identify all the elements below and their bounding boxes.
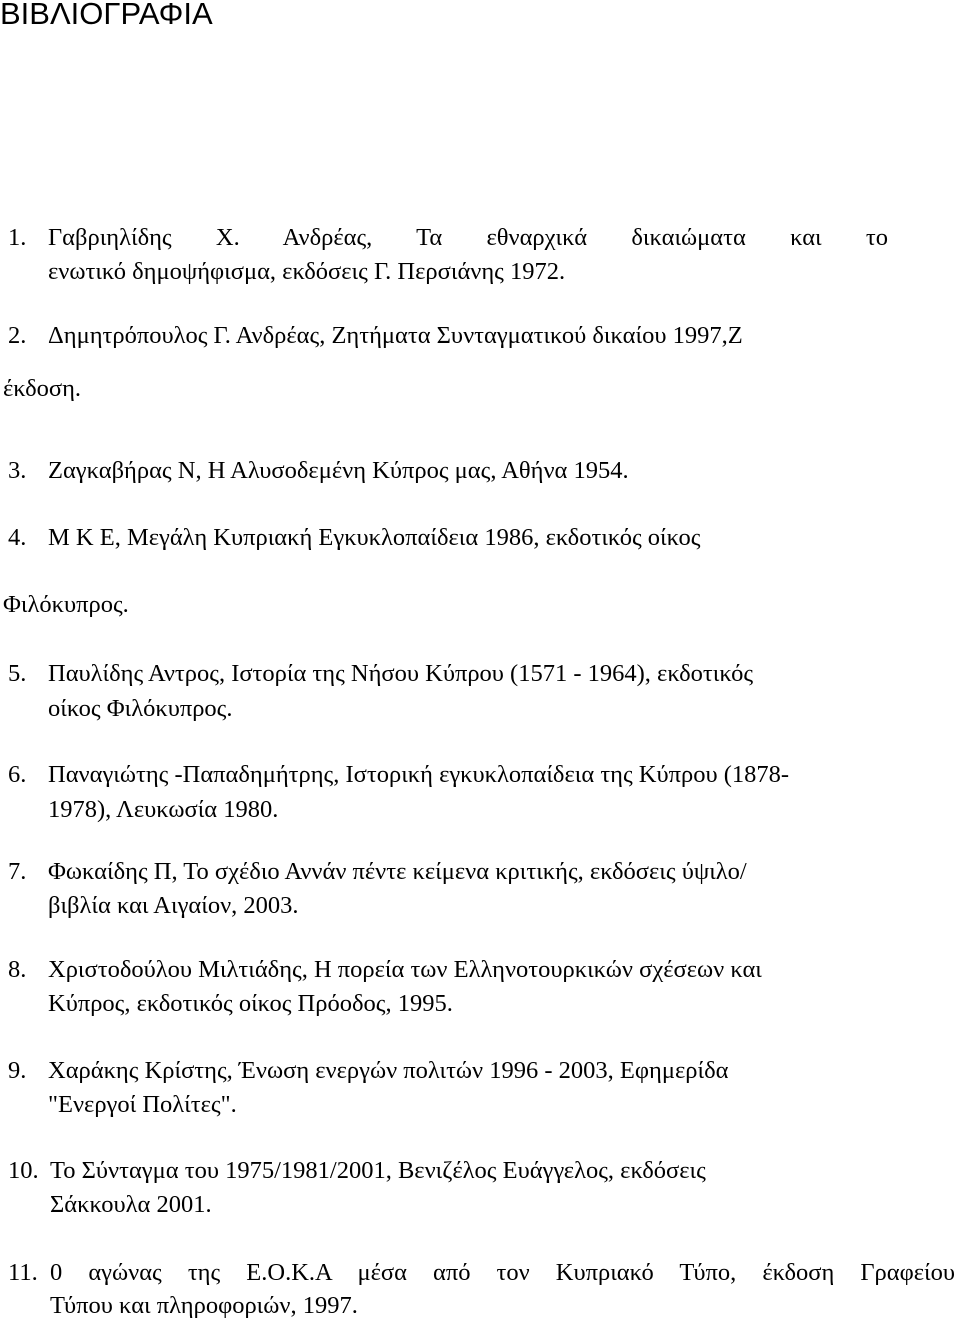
item-text-line: Τύπου και πληροφοριών, 1997. — [50, 1292, 358, 1319]
item-number: 7. — [8, 858, 27, 885]
item-text-line: "Ενεργοί Πολίτες". — [48, 1091, 237, 1118]
item-text-line: Γαβριηλίδης Χ. Ανδρέας, Τα εθναρχικά δικαιώματα και το — [48, 224, 888, 251]
list-item — [0, 523, 960, 553]
list-item-continuation — [0, 1090, 960, 1120]
list-item-continuation — [0, 374, 960, 404]
list-item-continuation — [0, 1291, 960, 1321]
item-text-line: Μ Κ Ε, Μεγάλη Κυπριακή Εγκυκλοπαίδεια 1986, εκδοτικός οίκος — [48, 524, 701, 551]
item-text-line: Χριστοδούλου Μιλτιάδης, Η πορεία των Ελληνοτουρκικών σχέσεων και — [48, 956, 762, 983]
list-item-continuation — [0, 257, 960, 287]
item-text-line: ενωτικό δημοψήφισμα, εκδόσεις Γ. Περσιάνης 1972. — [48, 258, 566, 285]
list-item-continuation — [0, 891, 960, 921]
item-text-line: έκδοση. — [3, 375, 82, 402]
item-text-line: Παναγιώτης -Παπαδημήτρης, Ιστορική εγκυκλοπαίδεια της Κύπρου (1878- — [48, 761, 790, 788]
list-item — [0, 456, 960, 486]
item-text-line: Χαράκης Κρίστης, Ένωση ενεργών πολιτών 1996 - 2003, Εφημερίδα — [48, 1057, 729, 1084]
item-number: 11. — [8, 1259, 38, 1286]
page-title: ΒΙΒΛΙΟΓΡΑΦΙΑ — [0, 0, 213, 31]
list-item-continuation — [0, 694, 960, 724]
list-item — [0, 1056, 960, 1086]
list-item — [0, 760, 960, 790]
list-item — [0, 1258, 960, 1288]
item-text-line: βιβλία και Αιγαίον, 2003. — [48, 892, 299, 919]
list-item — [0, 659, 960, 689]
list-item-continuation — [0, 590, 960, 620]
item-text-line: Φιλόκυπρος. — [3, 591, 129, 618]
list-item — [0, 955, 960, 985]
list-item — [0, 1156, 960, 1186]
item-number: 5. — [8, 660, 27, 687]
item-text-line: Φωκαίδης Π, Το σχέδιο Αννάν πέντε κείμενα κριτικής, εκδόσεις ύψιλο/ — [48, 858, 747, 885]
item-number: 2. — [8, 322, 27, 349]
item-number: 8. — [8, 956, 27, 983]
item-number: 3. — [8, 457, 27, 484]
list-item — [0, 223, 960, 253]
list-item-continuation — [0, 795, 960, 825]
list-item — [0, 857, 960, 887]
item-number: 6. — [8, 761, 27, 788]
item-text-line: Παυλίδης Αντρος, Ιστορία της Νήσου Κύπρου (1571 - 1964), εκδοτικός — [48, 660, 754, 687]
item-number: 10. — [8, 1157, 39, 1184]
list-item — [0, 321, 960, 351]
item-text-line: Σάκκουλα 2001. — [50, 1191, 212, 1218]
item-text-line: οίκος Φιλόκυπρος. — [48, 695, 233, 722]
item-text-line: Κύπρος, εκδοτικός οίκος Πρόοδος, 1995. — [48, 990, 453, 1017]
item-text-line: Δημητρόπουλος Γ. Ανδρέας, Ζητήματα Συνταγματικού δικαίου 1997,Ζ — [48, 322, 743, 349]
item-text-line: 1978), Λευκωσία 1980. — [48, 796, 279, 823]
item-number: 4. — [8, 524, 27, 551]
item-number: 9. — [8, 1057, 27, 1084]
list-item-continuation — [0, 1190, 960, 1220]
item-text-line: Το Σύνταγμα του 1975/1981/2001, Βενιζέλος Ευάγγελος, εκδόσεις — [50, 1157, 706, 1184]
item-number: 1. — [8, 224, 27, 251]
item-text-line: 0 αγώνας της Ε.Ο.Κ.Α μέσα από τον Κυπριακό Τύπο, έκδοση Γραφείου — [50, 1259, 955, 1286]
list-item-continuation — [0, 989, 960, 1019]
item-text-line: Ζαγκαβήρας Ν, Η Αλυσοδεμένη Κύπρος μας, Αθήνα 1954. — [48, 457, 629, 484]
